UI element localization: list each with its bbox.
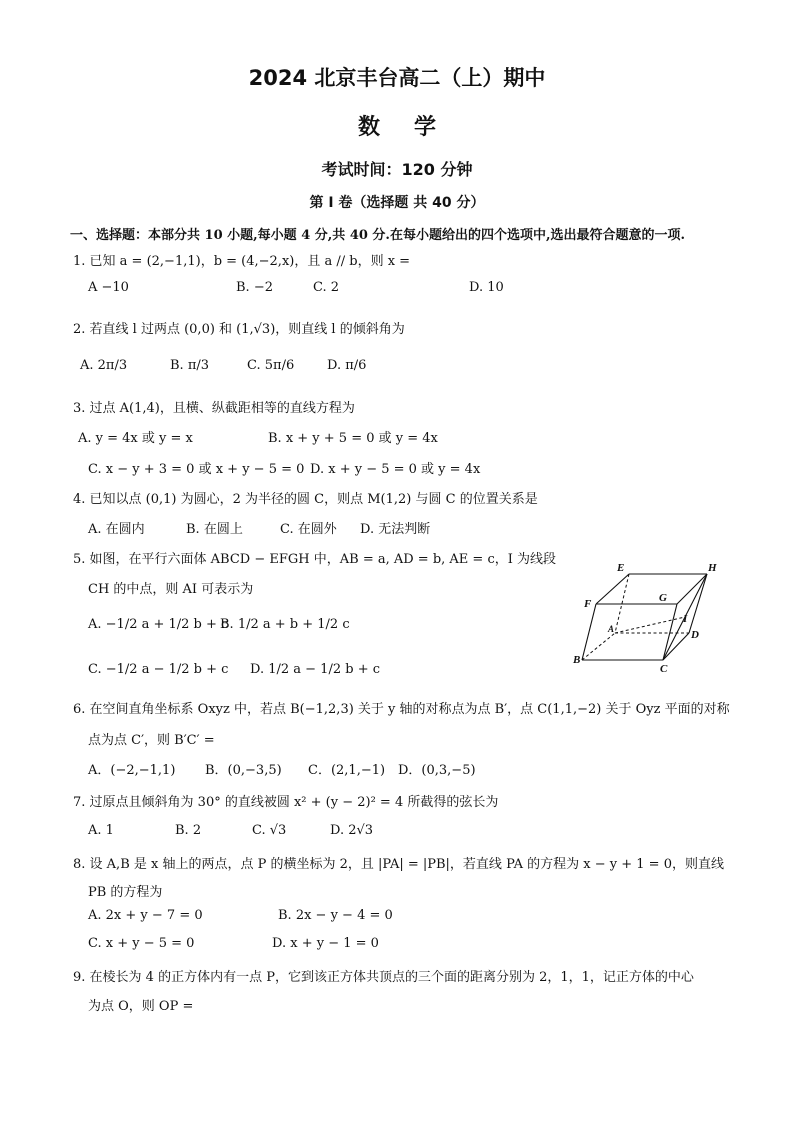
q6-option-c: C．(2,1,−1) <box>308 763 386 778</box>
q5-option-d: D. 1/2 a − 1/2 b + c <box>250 662 380 677</box>
question-6-stem-line2: 点为点 C′，则 B′C′ = <box>88 733 215 748</box>
question-9-stem-line1: 9. 在棱长为 4 的正方体内有一点 P，它到该正方体共顶点的三个面的距离分别为 2，1，1，记正方体的中心 <box>73 970 694 985</box>
q6-option-a: A．(−2,−1,1) <box>88 763 176 778</box>
part-heading: 第 I 卷（选择题 共 40 分） <box>309 195 485 211</box>
q3-option-d: D. x + y − 5 = 0 或 y = 4x <box>310 462 481 477</box>
figure-label-c: C <box>660 663 668 675</box>
figure-label-i: I <box>683 613 688 625</box>
q4-option-a: A. 在圆内 <box>88 522 145 537</box>
q5-option-b: B. 1/2 a + b + 1/2 c <box>220 617 350 632</box>
exam-time: 考试时间：120 分钟 <box>321 160 473 179</box>
q4-option-b: B. 在圆上 <box>186 522 243 537</box>
q3-option-c: C. x − y + 3 = 0 或 x + y − 5 = 0 <box>88 462 305 477</box>
parallelepiped-figure <box>572 560 732 676</box>
exam-title: 2024 北京丰台高二（上）期中 <box>248 66 546 90</box>
q5-option-a: A. −1/2 a + 1/2 b + c <box>88 617 229 632</box>
q4-option-d: D. 无法判断 <box>360 522 431 537</box>
q1-option-a: A −10 <box>88 280 129 295</box>
question-6-stem-line1: 6. 在空间直角坐标系 Oxyz 中，若点 B(−1,2,3) 关于 y 轴的对称点为点 B′，点 C(1,1,−2) 关于 Oyz 平面的对称 <box>73 702 730 717</box>
q2-option-c: C. 5π/6 <box>247 358 295 373</box>
q1-option-d: D. 10 <box>469 280 504 295</box>
q4-option-c: C. 在圆外 <box>280 522 337 537</box>
q2-option-a: A. 2π/3 <box>80 358 128 373</box>
q7-option-b: B. 2 <box>175 823 202 838</box>
figure-label-b: B <box>573 654 581 666</box>
q2-option-b: B. π/3 <box>170 358 210 373</box>
figure-label-g: G <box>659 592 667 604</box>
question-4-stem: 4. 已知以点 (0,1) 为圆心，2 为半径的圆 C，则点 M(1,2) 与圆 C 的位置关系是 <box>73 492 538 507</box>
q6-option-d: D．(0,3,−5) <box>398 763 476 778</box>
section-instructions: 一、选择题：本部分共 10 小题,每小题 4 分,共 40 分.在每小题给出的四个选项中,选出最符合题意的一项. <box>70 228 686 243</box>
q1-option-c: C. 2 <box>313 280 340 295</box>
question-5-stem-line2: CH 的中点，则 AI 可表示为 <box>88 582 254 597</box>
q7-option-a: A. 1 <box>88 823 114 838</box>
question-7-stem: 7. 过原点且倾斜角为 30° 的直线被圆 x² + (y − 2)² = 4 所截得的弦长为 <box>73 795 499 810</box>
q8-option-c: C. x + y − 5 = 0 <box>88 936 195 951</box>
q1-option-b: B. −2 <box>236 280 273 295</box>
question-5-stem-line1: 5. 如图，在平行六面体 ABCD − EFGH 中，AB = a, AD = b, AE = c，I 为线段 <box>73 552 556 567</box>
q8-option-d: D. x + y − 1 = 0 <box>272 936 379 951</box>
q3-option-b: B. x + y + 5 = 0 或 y = 4x <box>268 431 438 446</box>
q7-option-d: D. 2√3 <box>330 823 374 838</box>
q3-option-a: A. y = 4x 或 y = x <box>78 431 193 446</box>
q5-option-c: C. −1/2 a − 1/2 b + c <box>88 662 229 677</box>
figure-label-e: E <box>617 562 625 574</box>
question-2-stem: 2. 若直线 l 过两点 (0,0) 和 (1,√3)，则直线 l 的倾斜角为 <box>73 322 405 337</box>
question-1-stem: 1. 已知 a = (2,−1,1)，b = (4,−2,x)，且 a // b，则 x = <box>73 254 411 269</box>
q6-option-b: B．(0,−3,5) <box>205 763 282 778</box>
figure-label-d: D <box>691 629 699 641</box>
figure-label-h: H <box>708 562 717 574</box>
subject-title: 数学 <box>357 115 470 140</box>
figure-label-f: F <box>584 598 592 610</box>
q8-option-a: A. 2x + y − 7 = 0 <box>88 908 203 923</box>
q2-option-d: D. π/6 <box>327 358 367 373</box>
q7-option-c: C. √3 <box>252 823 287 838</box>
question-9-stem-line2: 为点 O，则 OP = <box>88 999 194 1014</box>
figure-label-a: A <box>608 624 615 634</box>
q8-option-b: B. 2x − y − 4 = 0 <box>278 908 393 923</box>
question-8-stem-line2: PB 的方程为 <box>88 885 163 900</box>
question-8-stem-line1: 8. 设 A,B 是 x 轴上的两点，点 P 的横坐标为 2，且 |PA| = |PB|，若直线 PA 的方程为 x − y + 1 = 0，则直线 <box>73 857 724 872</box>
question-3-stem: 3. 过点 A(1,4)，且横、纵截距相等的直线方程为 <box>73 401 355 416</box>
